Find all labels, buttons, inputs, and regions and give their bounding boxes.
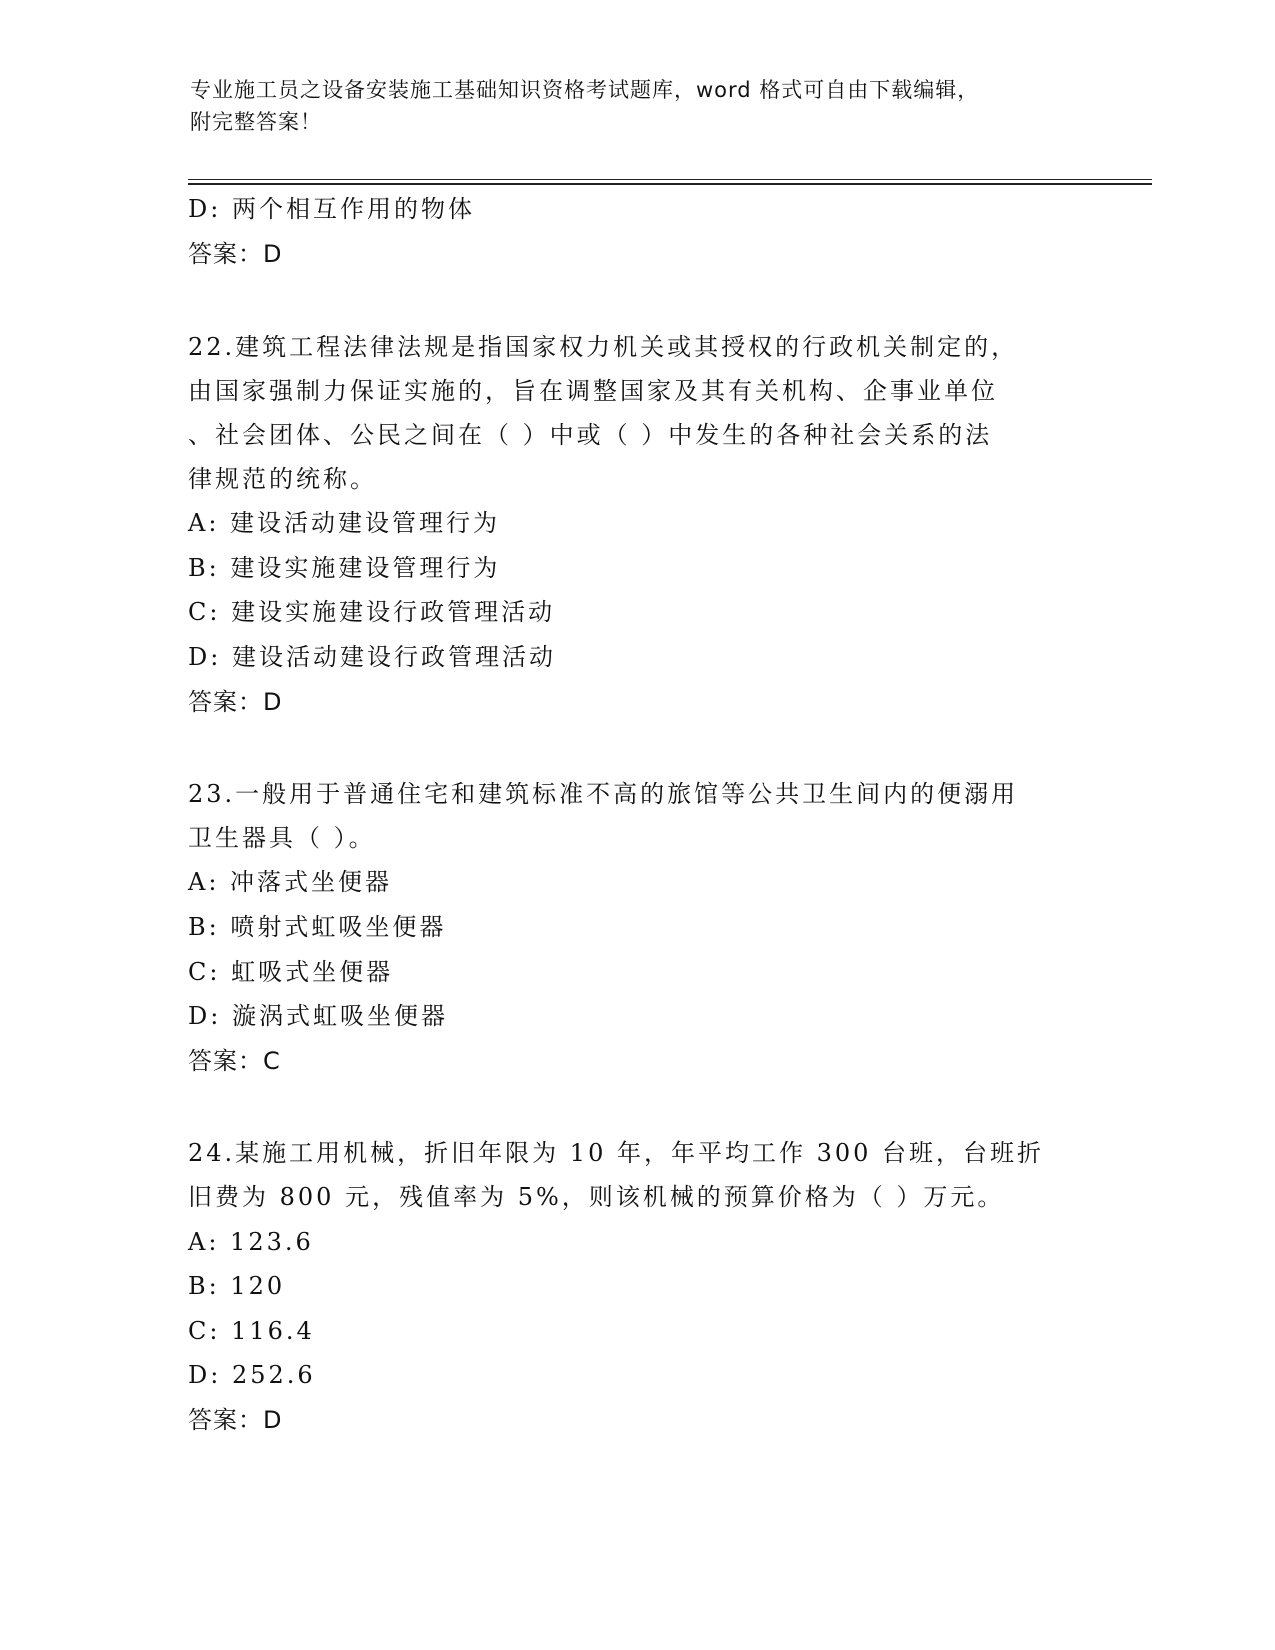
option-d: D: 漩涡式虹吸坐便器 [188,1002,448,1030]
question-stem: 旧费为 800 元，残值率为 5%，则该机械的预算价格为（ ）万元。 [188,1183,1005,1211]
header-divider [188,179,1152,180]
question-stem: 23.一般用于普通住宅和建筑标准不高的旅馆等公共卫生间内的便溺用 [188,780,1019,808]
header-divider [188,183,1152,185]
question-stem: 、社会团体、公民之间在（ ）中或（ ）中发生的各种社会关系的法 [188,421,993,449]
option-c: C: 116.4 [188,1317,315,1345]
option-a: A: 123.6 [188,1228,314,1256]
question-stem: 由国家强制力保证实施的，旨在调整国家及其有关机构、企事业单位 [188,377,998,405]
question-stem: 卫生器具（ ）。 [188,824,376,852]
option-a: A: 建设活动建设管理行为 [188,509,501,537]
option-c: C: 建设实施建设行政管理活动 [188,598,556,626]
document-header [190,74,1090,138]
option-d: D: 252.6 [188,1361,316,1389]
option-b: B: 建设实施建设管理行为 [188,554,501,582]
option-d: D: 建设活动建设行政管理活动 [188,643,556,671]
header-line: 附完整答案！ [190,110,322,134]
header-line: 专业施工员之设备安装施工基础知识资格考试题库，word 格式可自由下载编辑， [190,78,980,102]
option-a: A: 冲落式坐便器 [188,868,393,896]
option-b: B: 120 [188,1272,286,1300]
answer-line: 答案：C [188,1047,281,1075]
question-stem: 22.建筑工程法律法规是指国家权力机关或其授权的行政机关制定的， [188,333,1019,361]
answer-line: 答案：D [188,240,283,268]
question-stem: 24.某施工用机械，折旧年限为 10 年，年平均工作 300 台班，台班折 [188,1139,1045,1167]
question-stem: 律规范的统称。 [188,465,377,493]
option-c: C: 虹吸式坐便器 [188,958,394,986]
answer-line: 答案：D [188,1406,283,1434]
option-b: B: 喷射式虹吸坐便器 [188,913,447,941]
answer-line: 答案：D [188,688,283,716]
option-d: D: 两个相互作用的物体 [188,195,475,223]
